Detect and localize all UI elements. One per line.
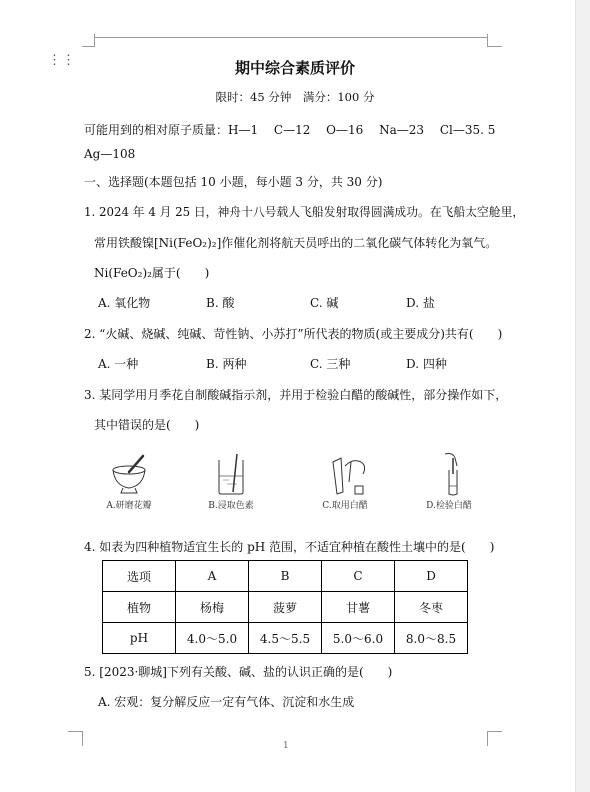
corner-mark-top-right [487, 34, 502, 47]
question-3-line-2: 其中错误的是( ) [94, 418, 200, 432]
table-row [103, 561, 468, 592]
question-3-line-1: 3. 某同学用月季花自制酸碱指示剂，并用于检验白醋的酸碱性，部分操作如下， [84, 388, 508, 402]
dropper-test-tube-icon [419, 452, 479, 496]
table-cell: A [176, 561, 249, 592]
ph-range-table [102, 560, 468, 654]
table-row [103, 592, 468, 623]
table-cell: 植物 [103, 592, 176, 623]
corner-mark-bottom-left [68, 731, 83, 746]
question-2-option-c: C. 三种 [310, 357, 351, 371]
table-cell: 5.0～6.0 [322, 623, 395, 654]
table-cell: 菠萝 [249, 592, 322, 623]
mortar-pestle-icon [99, 452, 159, 496]
table-cell: C [322, 561, 395, 592]
question-1-option-d: D. 盐 [406, 296, 435, 310]
question-2-line-1: 2. “火碱、烧碱、纯碱、苛性钠、小苏打”所代表的物质(或主要成分)共有( ) [84, 327, 503, 341]
experiment-figures [0, 452, 590, 522]
page-title: 期中综合素质评价 [234, 59, 355, 77]
table-cell: 杨梅 [176, 592, 249, 623]
table-cell: 4.0～5.0 [176, 623, 249, 654]
dropper-bottle-icon [315, 452, 375, 496]
table-cell: 选项 [103, 561, 176, 592]
atomic-mass-line-1: 可能用到的相对原子质量：H—1 C—12 O—16 Na—23 Cl—35. 5 [84, 123, 496, 137]
question-4-line-1: 4. 如表为四种植物适宜生长的 pH 范围，不适宜种植在酸性土壤中的是( ) [84, 540, 495, 554]
page-number: 1 [283, 741, 289, 751]
figure-taking-vinegar [300, 452, 390, 511]
question-2-option-a: A. 一种 [98, 357, 139, 371]
question-5-option-a: A. 宏观：复分解反应一定有气体、沉淀和水生成 [98, 695, 355, 709]
section-heading: 一、选择题(本题包括 10 小题，每小题 3 分，共 30 分) [84, 175, 383, 189]
table-cell: D [395, 561, 468, 592]
drag-handle-icon[interactable]: ⋮⋮ [48, 53, 76, 68]
header-rule [94, 37, 487, 38]
figure-b-caption: B.浸取色素 [208, 501, 254, 511]
figure-c-caption: C.取用白醋 [322, 501, 368, 511]
question-2-option-b: B. 两种 [206, 357, 247, 371]
question-5-line-1: 5. [2023·聊城]下列有关酸、碱、盐的认识正确的是( ) [84, 665, 393, 679]
table-cell: 冬枣 [395, 592, 468, 623]
table-cell: B [249, 561, 322, 592]
corner-mark-top-left [82, 34, 95, 47]
question-1-line-2: 常用铁酸镍[Ni(FeO₂)₂]作催化剂将航天员呼出的二氧化碳气体转化为氧气。 [94, 236, 498, 250]
question-1-line-3: Ni(FeO₂)₂属于( ) [94, 266, 210, 280]
table-row [103, 623, 468, 654]
beaker-icon [201, 452, 261, 496]
corner-mark-bottom-right [487, 731, 502, 746]
question-1-line-1: 1. 2024 年 4 月 25 日，神舟十八号载人飞船发射取得圆满成功。在飞船太空舱里， [84, 205, 525, 219]
figure-a-caption: A.研磨花瓣 [106, 501, 152, 511]
figure-d-caption: D.检验白醋 [426, 501, 472, 511]
atomic-mass-line-2: Ag—108 [84, 147, 136, 161]
question-1-option-c: C. 碱 [310, 296, 339, 310]
question-1-option-b: B. 酸 [206, 296, 235, 310]
question-2-option-d: D. 四种 [406, 357, 447, 371]
figure-soaking-pigment [186, 452, 276, 511]
table-cell: 甘薯 [322, 592, 395, 623]
table-cell: 8.0～8.5 [395, 623, 468, 654]
table-cell: 4.5～5.5 [249, 623, 322, 654]
vertical-scrollbar[interactable] [575, 0, 590, 792]
time-score-limits: 限时：45 分钟 满分：100 分 [215, 90, 375, 104]
figure-testing-vinegar [404, 452, 494, 511]
question-1-option-a: A. 氧化物 [98, 296, 151, 310]
table-cell: pH [103, 623, 176, 654]
figure-grinding-petals [84, 452, 174, 511]
